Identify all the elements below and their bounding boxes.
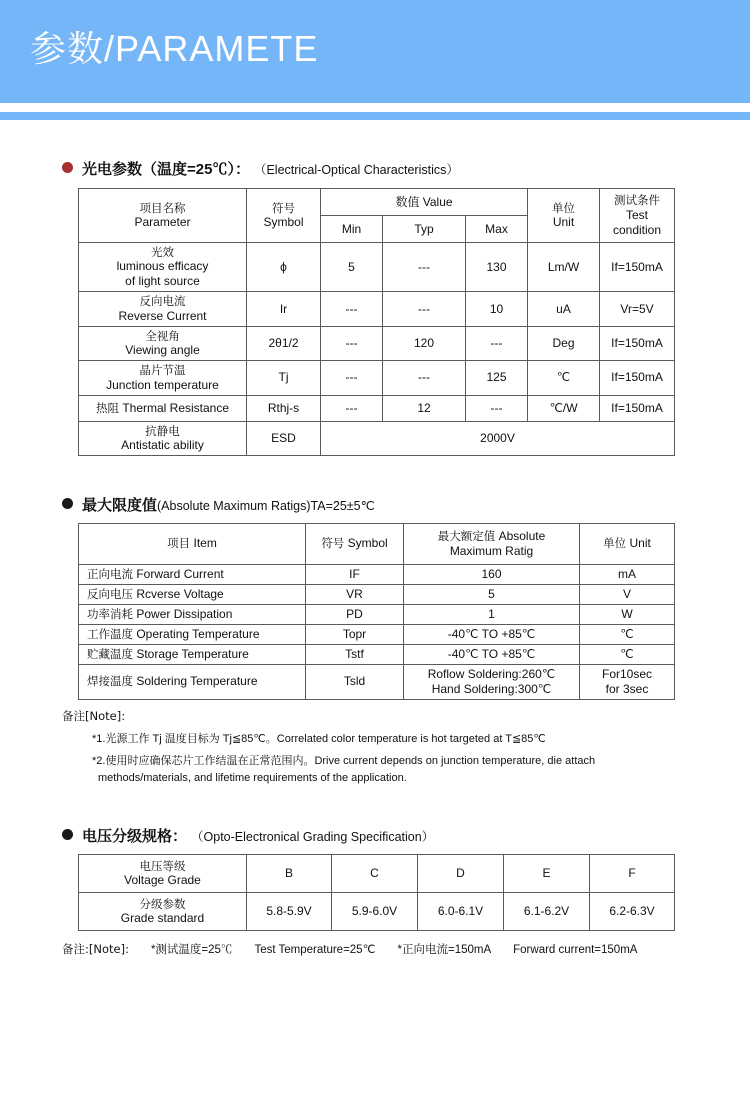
header-grade-en: Voltage Grade	[124, 873, 201, 888]
cell-unit: Deg	[528, 326, 600, 360]
cell-symbol: Tj	[247, 361, 321, 395]
header-symbol-en: Symbol	[263, 215, 304, 230]
cell-grade-b: B	[247, 854, 332, 892]
header-unit-en: Unit	[629, 536, 651, 551]
page-title	[30, 26, 318, 72]
cell-symbol: VR	[306, 584, 404, 604]
section-heading-cn: 光电参数（温度=25℃）：	[82, 161, 250, 178]
section-voltage-grading	[62, 825, 750, 846]
param-name-en1: luminous efficacy	[116, 259, 209, 274]
bottom-note-part4: Forward current=150mA	[513, 943, 638, 956]
header-standard-cn: 分级参数	[139, 896, 186, 911]
cell-standard-c: 5.9-6.0V	[332, 892, 418, 930]
bottom-note-part2: Test Temperature=25℃	[254, 943, 376, 956]
cell-test-condition: If=150mA	[600, 326, 675, 360]
section-heading-cn: 电压分级规格：	[82, 827, 188, 845]
item-cn: 反向电压	[87, 586, 133, 601]
cell-unit: ℃	[580, 624, 675, 644]
item-en: Soldering Temperature	[136, 674, 258, 689]
cell-unit: Lm/W	[528, 243, 600, 292]
header-cell-symbol	[247, 189, 321, 243]
table-voltage-grading	[78, 854, 675, 931]
header-cell-grade-standard	[79, 892, 247, 930]
param-name-en1: Viewing angle	[125, 343, 200, 358]
cell-item	[79, 644, 306, 664]
cell-esd-value: 2000V	[321, 421, 675, 455]
cell-test-condition: If=150mA	[600, 361, 675, 395]
header-unit-en: Unit	[552, 215, 575, 230]
param-name-cn: 晶片节温	[139, 363, 186, 378]
bullet-icon	[62, 829, 73, 840]
section-heading-en: （Opto-Electronical Grading Specification）	[191, 829, 435, 844]
cell-typ: ---	[383, 292, 466, 326]
cell-grade-d: D	[418, 854, 504, 892]
header-cell-typ: Typ	[383, 216, 466, 243]
table-header-row	[79, 523, 675, 564]
table-header-row	[79, 854, 675, 892]
item-cn: 焊接温度	[87, 674, 133, 689]
section-electrical-optical	[62, 158, 750, 179]
cell-symbol: ESD	[247, 421, 321, 455]
cell-grade-c: C	[332, 854, 418, 892]
cell-item	[79, 604, 306, 624]
header-rating-cn: 最大额定值	[437, 528, 496, 543]
cell-unit: ℃	[528, 361, 600, 395]
table-row	[79, 644, 675, 664]
table-row	[79, 395, 675, 421]
cell-rating: -40℃ TO +85℃	[404, 644, 580, 664]
table-row	[79, 604, 675, 624]
header-cell-min: Min	[321, 216, 383, 243]
header-symbol-en: Symbol	[347, 536, 388, 551]
table-electrical-optical	[78, 188, 675, 456]
table-row	[79, 584, 675, 604]
rating-line2: Hand Soldering:300℃	[431, 681, 552, 696]
header-grade-cn: 电压等级	[139, 858, 186, 873]
header-parameter-en: Parameter	[134, 215, 191, 230]
cell-max: ---	[466, 395, 528, 421]
param-name-cn: 反向电流	[139, 294, 186, 309]
header-cell-rating	[404, 523, 580, 564]
header-cell-max: Max	[466, 216, 528, 243]
table-row	[79, 326, 675, 360]
cell-standard-f: 6.2-6.3V	[590, 892, 675, 930]
cell-parameter-name	[79, 243, 247, 292]
cell-grade-f: F	[590, 854, 675, 892]
cell-unit: W	[580, 604, 675, 624]
unit-line2: for 3sec	[605, 681, 649, 696]
table-row	[79, 361, 675, 395]
cell-symbol: Tsld	[306, 664, 404, 699]
header-cell-parameter	[79, 189, 247, 243]
unit-line1: For10sec	[601, 666, 653, 681]
item-cn: 功率消耗	[87, 606, 133, 621]
bullet-icon	[62, 162, 73, 173]
cell-unit: uA	[528, 292, 600, 326]
bullet-icon	[62, 498, 73, 509]
cell-symbol: Rthj-s	[247, 395, 321, 421]
item-en: Storage Temperature	[136, 646, 249, 661]
header-unit-cn: 单位	[552, 200, 576, 215]
section-heading-absolute-maximum	[62, 494, 750, 515]
param-name-cn: 抗静电	[145, 423, 180, 438]
cell-min: 5	[321, 243, 383, 292]
cell-max: 125	[466, 361, 528, 395]
cell-parameter-name	[79, 395, 247, 421]
header-parameter-cn: 项目名称	[139, 200, 186, 215]
cell-test-condition: Vr=5V	[600, 292, 675, 326]
cell-unit	[580, 664, 675, 699]
bottom-note	[62, 941, 750, 957]
header-rating-en2: Maximum Ratig	[449, 543, 534, 558]
bottom-note-label: 备注:[Note]:	[62, 941, 129, 956]
item-en: Power Dissipation	[136, 606, 233, 621]
table-absolute-maximum-ratings	[78, 523, 675, 700]
cell-min: ---	[321, 395, 383, 421]
item-en: Forward Current	[136, 566, 224, 581]
table-row	[79, 564, 675, 584]
notes-label: 备注[Note]:	[62, 708, 126, 723]
cell-unit: V	[580, 584, 675, 604]
cell-standard-d: 6.0-6.1V	[418, 892, 504, 930]
cell-symbol: Ir	[247, 292, 321, 326]
cell-symbol: IF	[306, 564, 404, 584]
item-en: Operating Temperature	[136, 626, 260, 641]
param-name-en: Antistatic ability	[121, 437, 204, 452]
section-heading-en: (Absolute Maximum Ratigs)TA=25±5℃	[157, 498, 375, 513]
note-item-2-continuation: methods/materials, and lifetime requirements of the application.	[98, 771, 407, 784]
cell-min: ---	[321, 361, 383, 395]
cell-max: 130	[466, 243, 528, 292]
cell-min: ---	[321, 326, 383, 360]
section-heading-en: （Electrical-Optical Characteristics）	[253, 163, 459, 177]
cell-rating: 160	[404, 564, 580, 584]
section-heading-electrical-optical	[62, 158, 750, 179]
param-name-cn: 全视角	[145, 328, 180, 343]
note-item-1: *1.光源工作 Tj 温度目标为 Tj≦85℃。Correlated color temperature is hot targeted at T≦85℃	[92, 732, 546, 745]
item-cn: 贮藏温度	[87, 646, 133, 661]
page-title-separator: /	[104, 28, 116, 69]
header-test-en2: condition	[612, 222, 662, 237]
page-title-en: PARAMETE	[115, 28, 319, 69]
header-standard-en: Grade standard	[120, 911, 205, 926]
cell-standard-b: 5.8-5.9V	[247, 892, 332, 930]
cell-parameter-name	[79, 292, 247, 326]
cell-rating	[404, 664, 580, 699]
cell-symbol: 2θ1/2	[247, 326, 321, 360]
table-row	[79, 892, 675, 930]
cell-typ: 120	[383, 326, 466, 360]
section-absolute-maximum	[62, 494, 750, 515]
cell-item	[79, 564, 306, 584]
header-item-cn: 项目	[167, 536, 191, 551]
header-banner	[0, 0, 750, 103]
header-cell-unit	[528, 189, 600, 243]
section-heading-cn: 最大限度值	[82, 496, 158, 514]
header-cell-unit	[580, 523, 675, 564]
notes-absolute-maximum	[62, 708, 750, 787]
cell-item	[79, 664, 306, 699]
cell-rating: 1	[404, 604, 580, 624]
cell-grade-e: E	[504, 854, 590, 892]
table-row	[79, 421, 675, 455]
note-item-2-text: *2.使用时应确保芯片工作结温在正常范围内。Drive current depends on junction temperature, die attach	[92, 754, 596, 767]
header-cell-test-condition	[600, 189, 675, 243]
cell-typ: 12	[383, 395, 466, 421]
bottom-note-part3: *正向电流=150mA	[397, 943, 492, 956]
section-heading-voltage-grading	[62, 825, 750, 846]
param-name-en2: of light source	[125, 274, 200, 289]
param-name-cn: 光效	[151, 245, 174, 259]
header-unit-cn: 单位	[603, 536, 627, 551]
cell-unit: mA	[580, 564, 675, 584]
item-en: Rcverse Voltage	[136, 586, 224, 601]
item-cn: 正向电流	[87, 566, 133, 581]
table-header-row	[79, 189, 675, 216]
param-name-en1: Junction temperature	[106, 377, 219, 392]
table-row	[79, 624, 675, 644]
header-cell-value-group: 数值 Value	[321, 189, 528, 216]
header-test-cn: 测试条件	[614, 193, 661, 208]
cell-rating: -40℃ TO +85℃	[404, 624, 580, 644]
cell-symbol: Tstf	[306, 644, 404, 664]
cell-parameter-name	[79, 421, 247, 455]
param-name-en: Thermal Resistance	[122, 400, 230, 415]
cell-unit: ℃/W	[528, 395, 600, 421]
rating-line1: Roflow Soldering:260℃	[427, 666, 556, 681]
table-row	[79, 292, 675, 326]
cell-test-condition: If=150mA	[600, 243, 675, 292]
cell-max: ---	[466, 326, 528, 360]
header-symbol-cn: 符号	[321, 536, 345, 551]
header-symbol-cn: 符号	[272, 200, 295, 215]
cell-symbol: PD	[306, 604, 404, 624]
bottom-note-part1: *测试温度=25℃	[150, 943, 233, 956]
cell-test-condition: If=150mA	[600, 395, 675, 421]
header-test-en1: Test	[626, 207, 649, 222]
cell-symbol: Topr	[306, 624, 404, 644]
header-cell-voltage-grade	[79, 854, 247, 892]
cell-max: 10	[466, 292, 528, 326]
cell-item	[79, 584, 306, 604]
cell-typ: ---	[383, 243, 466, 292]
cell-parameter-name	[79, 326, 247, 360]
param-name-cn: 热阻	[95, 400, 119, 415]
cell-rating: 5	[404, 584, 580, 604]
header-rating-en1: Absolute	[498, 528, 546, 543]
header-accent-stripe	[0, 112, 750, 120]
param-name-en1: Reverse Current	[118, 308, 207, 323]
note-item-2	[92, 753, 692, 787]
cell-typ: ---	[383, 361, 466, 395]
header-cell-item	[79, 523, 306, 564]
cell-unit: ℃	[580, 644, 675, 664]
cell-item	[79, 624, 306, 644]
table-row	[79, 243, 675, 292]
page-content	[0, 120, 750, 957]
cell-standard-e: 6.1-6.2V	[504, 892, 590, 930]
header-cell-symbol	[306, 523, 404, 564]
cell-min: ---	[321, 292, 383, 326]
cell-parameter-name	[79, 361, 247, 395]
header-item-en: Item	[193, 536, 217, 551]
item-cn: 工作温度	[87, 626, 133, 641]
cell-symbol: ϕ	[247, 243, 321, 292]
page-title-cn: 参数	[30, 28, 105, 69]
table-row	[79, 664, 675, 699]
